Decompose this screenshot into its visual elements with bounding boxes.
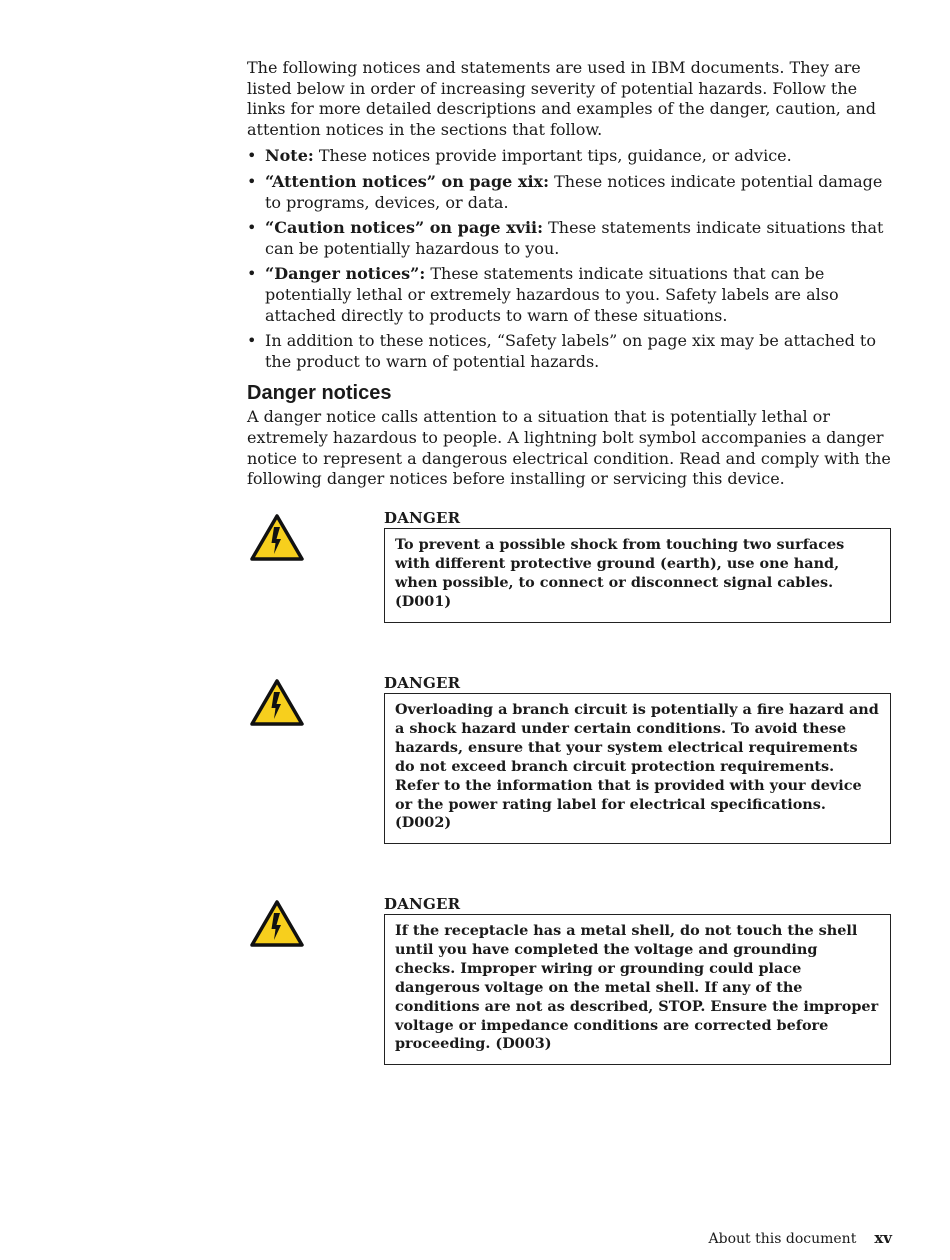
notice-link-caution[interactable]: “Caution notices” on page xvii: <box>265 218 544 238</box>
page-content <box>247 58 892 490</box>
notice-text[interactable]: In addition to these notices, “Safety labels” on page xix may be attached to the product to warn of potential hazards. <box>265 331 876 371</box>
page-footer <box>709 1229 892 1248</box>
bullet: • <box>247 331 257 351</box>
list-item <box>247 146 892 167</box>
danger-statement: If the receptacle has a metal shell, do not touch the shell until you have completed the voltage and grounding checks. Improper wiring or grounding could place dangerous voltage on the metal shell. If any of the conditions are not as described, STOP. Ensure the improper voltage or impedance conditions are corrected before proceeding. (D003) <box>384 914 891 1065</box>
notice-text: These notices indicate potential damage to programs, devices, or data. <box>265 171 883 212</box>
bullet: • <box>247 146 257 166</box>
list-item <box>247 331 892 372</box>
danger-statement: To prevent a possible shock from touching two surfaces with different protective ground (earth), use one hand, when possible, to connect or disconnect signal cables. (D001) <box>384 528 891 623</box>
bullet: • <box>247 171 257 191</box>
section-heading-danger: Danger notices <box>247 382 392 405</box>
notice-link-attention[interactable]: “Attention notices” on page xix: <box>265 171 549 191</box>
page-number: xv <box>874 1229 892 1247</box>
danger-statement: Overloading a branch circuit is potentially a fire hazard and a shock hazard under certain conditions. To avoid these hazards, ensure that your system electrical requirements do not exceed branch circuit protection requirements. Refer to the information that is provided with your device or the power rating label for electrical specifications. (D002) <box>384 693 891 844</box>
danger-label: DANGER <box>384 509 461 527</box>
notice-link-danger[interactable]: “Danger notices”: <box>265 264 426 284</box>
electrical-hazard-icon <box>249 678 305 728</box>
notice-list <box>247 146 892 372</box>
electrical-hazard-icon <box>249 899 305 949</box>
notice-term: Note: <box>265 146 314 166</box>
list-item <box>247 264 892 326</box>
bullet: • <box>247 218 257 238</box>
footer-section-title: About this document <box>708 1231 857 1247</box>
list-item <box>247 218 892 259</box>
danger-label: DANGER <box>384 674 461 692</box>
notice-text: These statements indicate situations that can be potentially hazardous to you. <box>265 218 884 258</box>
notice-text: These statements indicate situations that can be potentially lethal or extremely hazardous to you. Safety labels are also attached directly to products to warn of these situations. <box>265 264 839 325</box>
bullet: • <box>247 264 257 284</box>
list-item <box>247 172 892 213</box>
danger-label: DANGER <box>384 895 461 913</box>
notice-text: These notices provide important tips, guidance, or advice. <box>313 146 792 166</box>
electrical-hazard-icon <box>249 513 305 563</box>
intro-paragraph: The following notices and statements are used in IBM documents. They are listed below in order of increasing severity of potential hazards. Follow the links for more detailed descriptions and examples of the danger, caution, and attention notices in the sections that follow. <box>247 58 877 139</box>
danger-intro-paragraph: A danger notice calls attention to a situation that is potentially lethal or extremely hazardous to people. A lightning bolt symbol accompanies a danger notice to represent a dangerous electrical condition. Read and comply with the following danger notices before installing or servicing this device. <box>247 407 891 489</box>
